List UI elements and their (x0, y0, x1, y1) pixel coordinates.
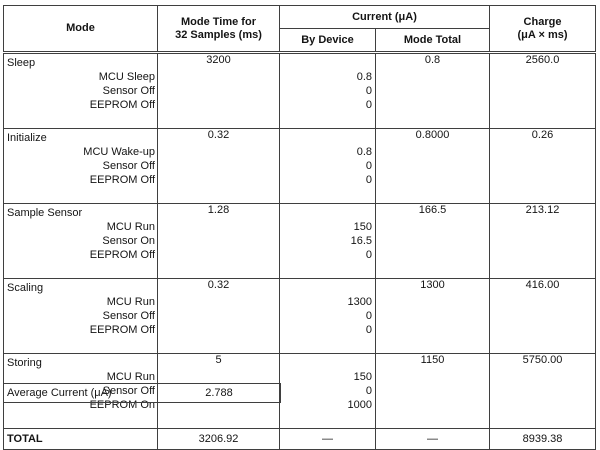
device-label: Sensor Off (102, 385, 155, 397)
device-currents-cell (280, 129, 376, 204)
table-row-initialize (4, 129, 596, 204)
charge-value: 5750.00 (490, 354, 596, 429)
mode-total-value: 1150 (376, 354, 490, 429)
charge-value: 213.12 (490, 204, 596, 279)
device-currents-cell (280, 204, 376, 279)
device-current-value: 16.5 (350, 235, 372, 247)
device-current-value: 0 (365, 324, 372, 336)
col-header-mode: Mode (4, 6, 158, 53)
col-header-charge (490, 6, 596, 53)
section-name: Scaling (7, 282, 44, 294)
mode-total-value: 0.8 (376, 53, 490, 129)
device-current-value: 0 (365, 385, 372, 397)
charge-value: 2560.0 (490, 53, 596, 129)
mode-total-value: 1300 (376, 279, 490, 354)
device-currents-cell (280, 354, 376, 429)
mode-time-value: 1.28 (158, 204, 280, 279)
device-current-value: 0.8 (356, 146, 372, 158)
col-header-charge-line2: (μA × ms) (517, 28, 568, 41)
device-current-value: 150 (353, 221, 372, 233)
table-row-total (4, 429, 596, 450)
mode-cell (4, 53, 158, 129)
total-label: TOTAL (4, 429, 158, 450)
device-current-value: 0 (365, 99, 372, 111)
table-header (4, 6, 596, 53)
col-header-current-group: Current (μA) (280, 6, 490, 29)
device-label: MCU Run (106, 221, 155, 233)
mode-time-value: 0.32 (158, 279, 280, 354)
charge-value: 0.26 (490, 129, 596, 204)
device-label: MCU Run (106, 371, 155, 383)
average-current-value: 2.788 (158, 384, 281, 403)
section-name: Storing (7, 357, 42, 369)
mode-time-value: 3200 (158, 53, 280, 129)
charge-value: 416.00 (490, 279, 596, 354)
total-mode-total-dash: — (376, 429, 490, 450)
device-label: EEPROM Off (89, 249, 155, 261)
device-current-value: 0 (365, 249, 372, 261)
device-label: Sensor On (102, 235, 155, 247)
mode-cell (4, 279, 158, 354)
device-current-value: 150 (353, 371, 372, 383)
col-header-mode-time-line2: 32 Samples (ms) (175, 28, 262, 41)
device-currents-cell (280, 53, 376, 129)
device-label: Sensor Off (102, 310, 155, 322)
mode-total-value: 166.5 (376, 204, 490, 279)
device-label: EEPROM Off (89, 99, 155, 111)
device-label: MCU Run (106, 296, 155, 308)
device-label: Sensor Off (102, 160, 155, 172)
device-label: EEPROM On (89, 399, 155, 411)
section-name: Sample Sensor (7, 207, 83, 219)
col-header-mode-time-line1: Mode Time for (181, 15, 256, 28)
device-current-value: 1300 (347, 296, 372, 308)
total-by-device-dash: — (280, 429, 376, 450)
device-current-value: 0 (365, 310, 372, 322)
table-row-sample-sensor (4, 204, 596, 279)
col-header-charge-line1: Charge (523, 15, 562, 28)
device-current-value: 0 (365, 160, 372, 172)
section-name: Sleep (7, 57, 36, 69)
total-charge-value: 8939.38 (490, 429, 596, 450)
device-current-value: 0.8 (356, 71, 372, 83)
col-header-by-device: By Device (280, 29, 376, 53)
total-mode-time-value: 3206.92 (158, 429, 280, 450)
mode-time-value: 0.32 (158, 129, 280, 204)
mode-total-value: 0.8000 (376, 129, 490, 204)
device-label: EEPROM Off (89, 324, 155, 336)
col-header-mode-time (158, 6, 280, 53)
device-label: MCU Wake-up (83, 146, 155, 158)
device-current-value: 0 (365, 174, 372, 186)
mode-cell (4, 204, 158, 279)
mode-time-value: 5 (158, 354, 280, 429)
average-current-table (3, 383, 281, 403)
device-current-value: 0 (365, 85, 372, 97)
mode-cell (4, 129, 158, 204)
device-label: Sensor Off (102, 85, 155, 97)
average-current-row (4, 384, 281, 403)
col-header-mode-total: Mode Total (376, 29, 490, 53)
average-current-label: Average Current (μA) (4, 384, 158, 403)
device-label: MCU Sleep (98, 71, 155, 83)
device-current-value: 1000 (347, 399, 372, 411)
device-currents-cell (280, 279, 376, 354)
device-label: EEPROM Off (89, 174, 155, 186)
table-row-sleep (4, 53, 596, 129)
table-row-scaling (4, 279, 596, 354)
section-name: Initialize (7, 132, 47, 144)
